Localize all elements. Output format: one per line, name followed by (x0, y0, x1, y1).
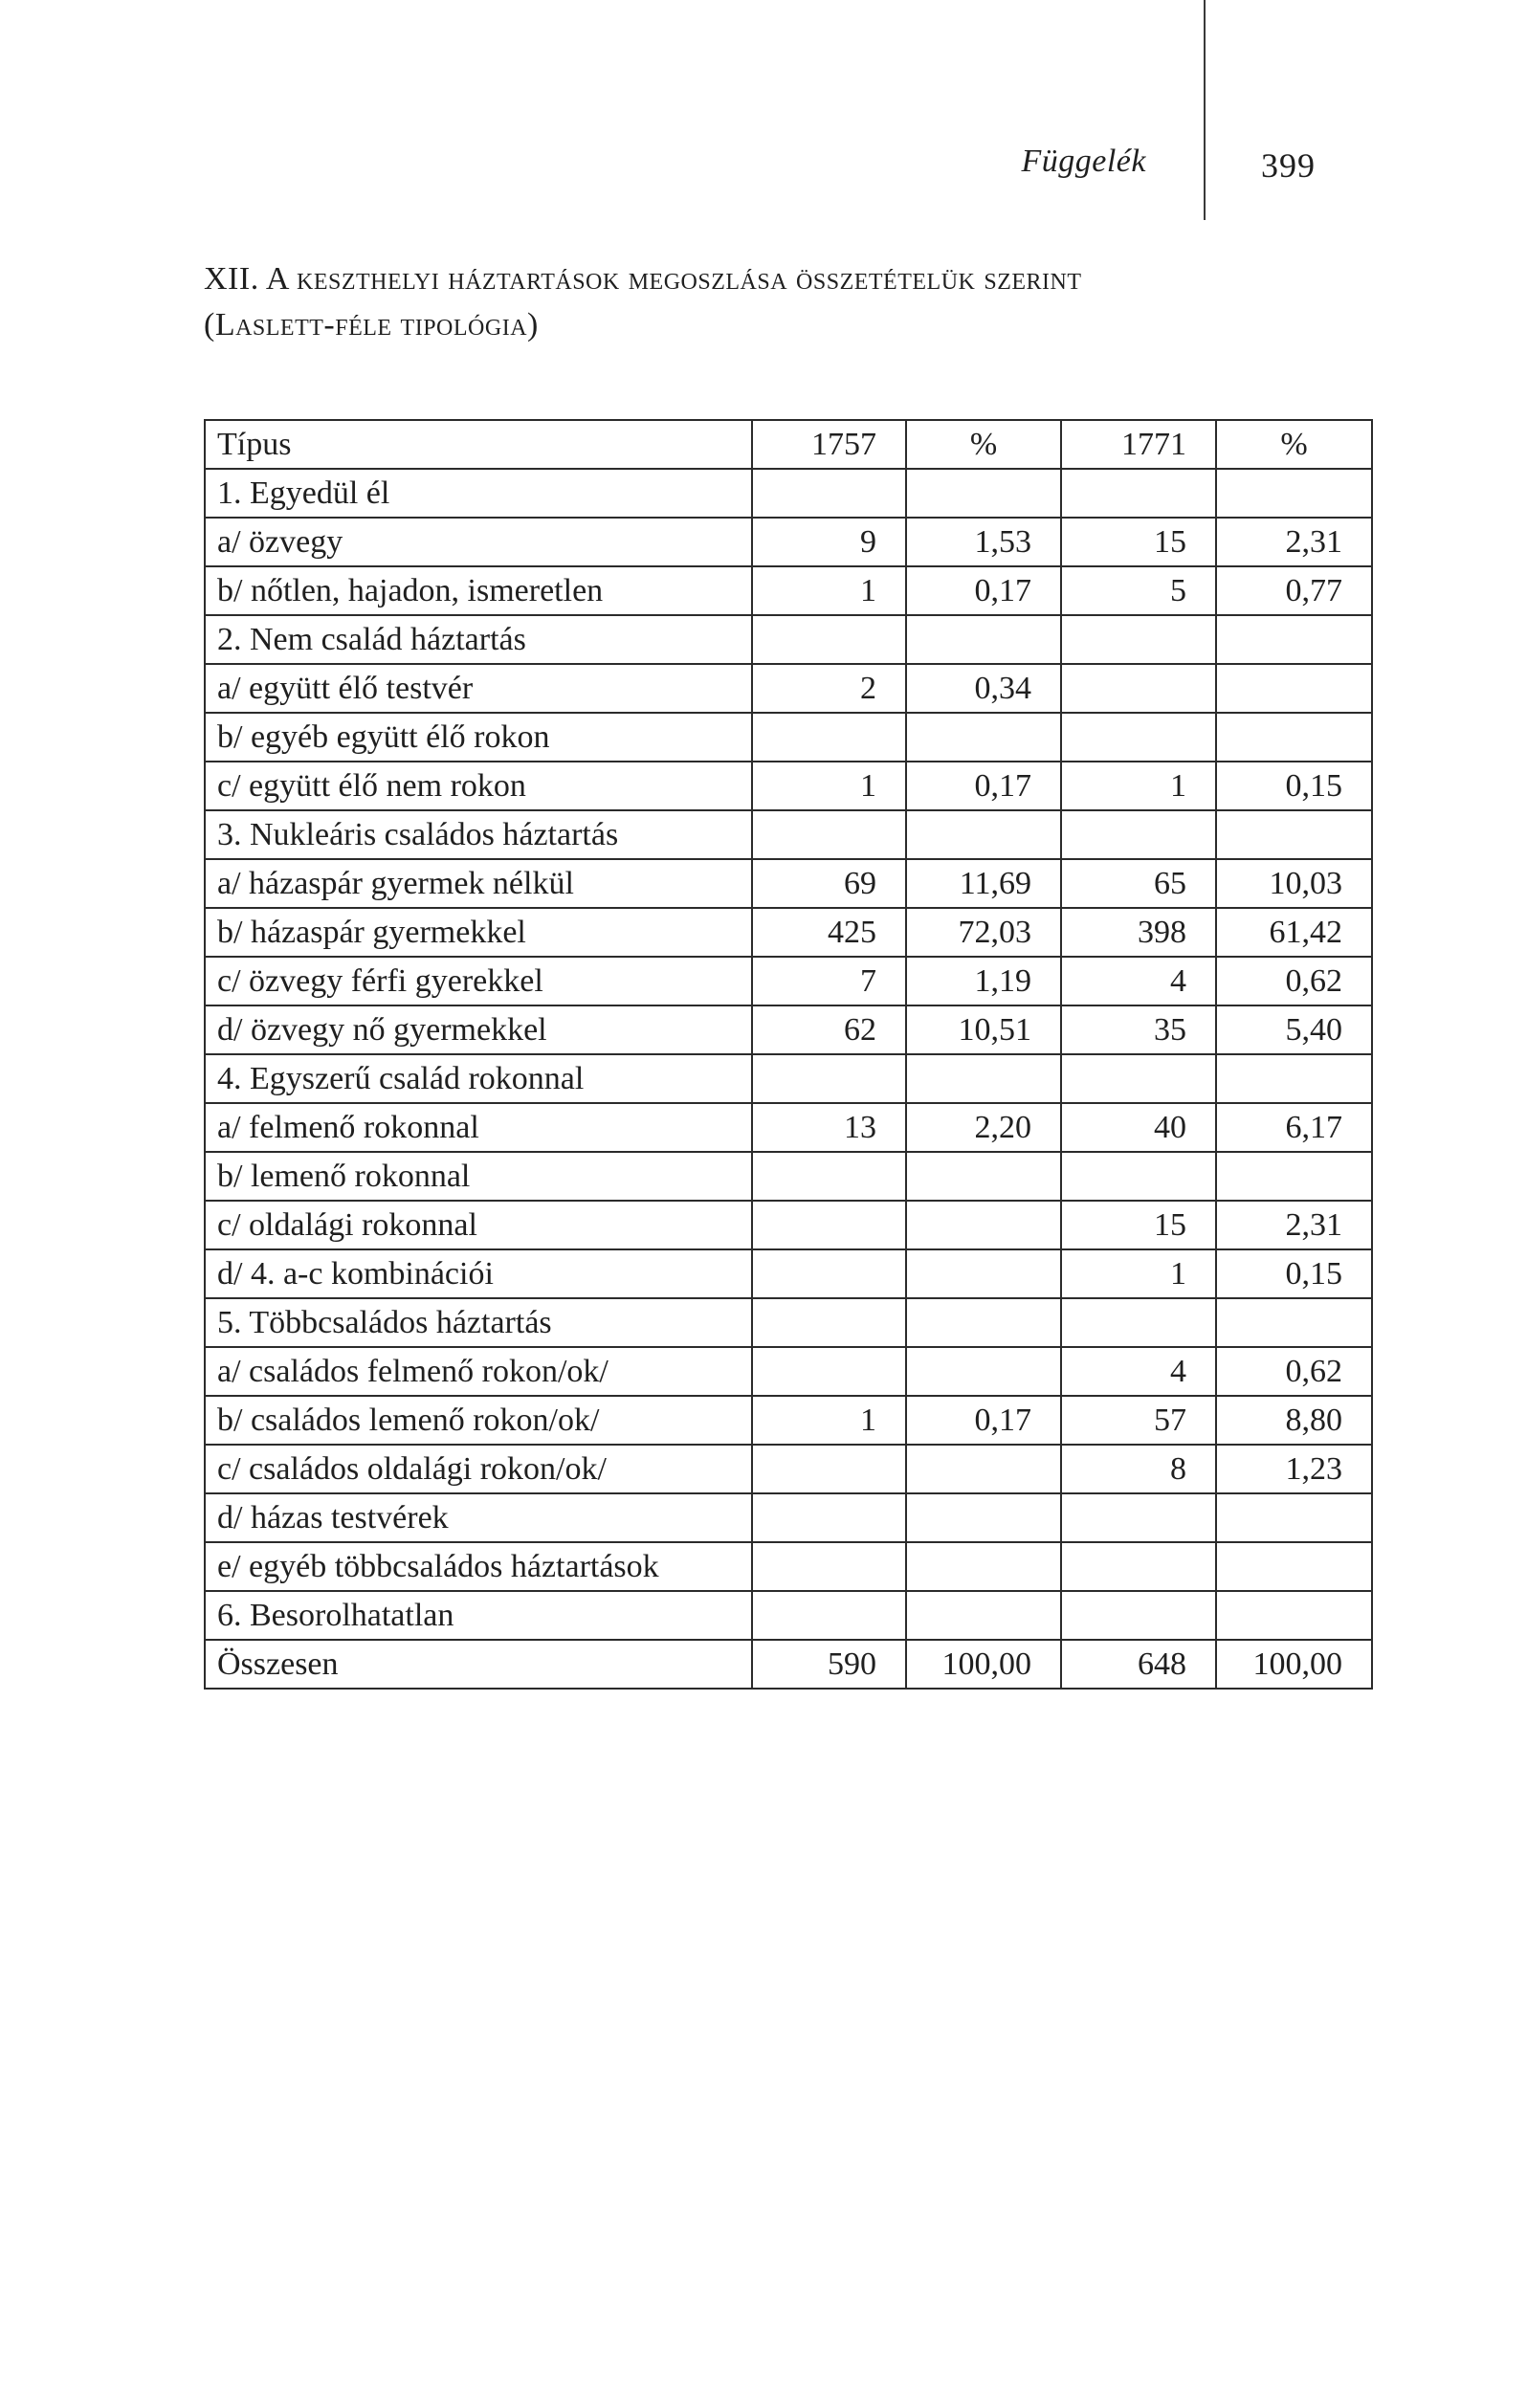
page-number: 399 (1261, 146, 1316, 185)
row-label-cell: a/ felmenő rokonnal (205, 1103, 752, 1152)
row-label-cell: 2. Nem család háztartás (205, 615, 752, 664)
table-header-row (205, 420, 1372, 469)
row-percent-1757-cell (906, 1201, 1061, 1249)
row-label-cell: c/ együtt élő nem rokon (205, 762, 752, 810)
row-percent-1771-cell: 0,62 (1216, 1347, 1372, 1396)
row-percent-1771-cell: 100,00 (1216, 1640, 1372, 1689)
table-row (205, 957, 1372, 1005)
row-percent-1757-cell: 0,17 (906, 762, 1061, 810)
row-count-1757-cell (752, 1445, 906, 1493)
household-table-container (204, 419, 1373, 1690)
header-cell-percent-1757: % (906, 420, 1061, 469)
table-row (205, 1152, 1372, 1201)
row-count-1771-cell (1061, 1542, 1216, 1591)
row-percent-1771-cell: 61,42 (1216, 908, 1372, 957)
row-percent-1757-cell: 2,20 (906, 1103, 1061, 1152)
table-row (205, 469, 1372, 518)
row-count-1771-cell: 1 (1061, 762, 1216, 810)
table-row (205, 664, 1372, 713)
row-count-1771-cell: 57 (1061, 1396, 1216, 1445)
table-title-line-2: (Laslett-féle tipológia) (204, 307, 539, 342)
row-percent-1771-cell (1216, 1152, 1372, 1201)
row-count-1771-cell: 8 (1061, 1445, 1216, 1493)
table-row (205, 615, 1372, 664)
row-count-1757-cell (752, 1249, 906, 1298)
row-count-1757-cell: 69 (752, 859, 906, 908)
row-count-1757-cell (752, 810, 906, 859)
row-percent-1757-cell (906, 469, 1061, 518)
table-row (205, 1054, 1372, 1103)
row-label-cell: d/ özvegy nő gyermekkel (205, 1005, 752, 1054)
row-count-1757-cell (752, 1542, 906, 1591)
row-count-1757-cell: 425 (752, 908, 906, 957)
row-percent-1757-cell: 0,17 (906, 566, 1061, 615)
row-percent-1771-cell: 2,31 (1216, 518, 1372, 566)
table-row (205, 713, 1372, 762)
row-count-1771-cell (1061, 664, 1216, 713)
table-row (205, 859, 1372, 908)
row-percent-1771-cell (1216, 1054, 1372, 1103)
row-percent-1771-cell: 0,77 (1216, 566, 1372, 615)
row-count-1757-cell (752, 713, 906, 762)
row-label-cell: b/ nőtlen, hajadon, ismeretlen (205, 566, 752, 615)
table-title-line-1: XII. A keszthelyi háztartások megoszlása összetételük szerint (204, 261, 1082, 297)
table-row (205, 1542, 1372, 1591)
table-row (205, 1396, 1372, 1445)
row-percent-1757-cell: 10,51 (906, 1005, 1061, 1054)
row-percent-1771-cell: 0,15 (1216, 762, 1372, 810)
row-count-1771-cell: 398 (1061, 908, 1216, 957)
table-row (205, 810, 1372, 859)
row-label-cell: c/ oldalági rokonnal (205, 1201, 752, 1249)
row-count-1757-cell: 590 (752, 1640, 906, 1689)
row-percent-1757-cell (906, 1249, 1061, 1298)
row-count-1771-cell: 65 (1061, 859, 1216, 908)
row-count-1757-cell: 1 (752, 1396, 906, 1445)
row-label-cell: c/ özvegy férfi gyerekkel (205, 957, 752, 1005)
row-percent-1757-cell: 0,34 (906, 664, 1061, 713)
row-percent-1771-cell (1216, 1493, 1372, 1542)
row-percent-1771-cell: 0,15 (1216, 1249, 1372, 1298)
row-count-1771-cell: 40 (1061, 1103, 1216, 1152)
row-count-1771-cell: 5 (1061, 566, 1216, 615)
row-count-1771-cell: 4 (1061, 957, 1216, 1005)
row-percent-1757-cell: 100,00 (906, 1640, 1061, 1689)
table-row (205, 1445, 1372, 1493)
table-row (205, 1493, 1372, 1542)
row-label-cell: e/ egyéb többcsaládos háztartások (205, 1542, 752, 1591)
row-label-cell: b/ családos lemenő rokon/ok/ (205, 1396, 752, 1445)
row-count-1757-cell (752, 615, 906, 664)
row-percent-1757-cell (906, 1054, 1061, 1103)
row-count-1757-cell (752, 1201, 906, 1249)
row-percent-1757-cell (906, 1542, 1061, 1591)
row-percent-1771-cell (1216, 469, 1372, 518)
row-label-cell: a/ együtt élő testvér (205, 664, 752, 713)
row-count-1757-cell (752, 469, 906, 518)
row-count-1771-cell (1061, 1493, 1216, 1542)
row-percent-1771-cell: 10,03 (1216, 859, 1372, 908)
row-count-1771-cell (1061, 469, 1216, 518)
row-count-1757-cell: 7 (752, 957, 906, 1005)
row-count-1771-cell: 4 (1061, 1347, 1216, 1396)
table-row (205, 518, 1372, 566)
row-label-cell: b/ lemenő rokonnal (205, 1152, 752, 1201)
table-row (205, 1640, 1372, 1689)
row-percent-1771-cell (1216, 1542, 1372, 1591)
row-count-1771-cell: 15 (1061, 1201, 1216, 1249)
row-count-1757-cell: 1 (752, 762, 906, 810)
row-label-cell: d/ 4. a-c kombinációi (205, 1249, 752, 1298)
row-percent-1771-cell: 0,62 (1216, 957, 1372, 1005)
table-row (205, 566, 1372, 615)
row-percent-1757-cell (906, 1347, 1061, 1396)
row-percent-1771-cell (1216, 1591, 1372, 1640)
row-percent-1771-cell (1216, 810, 1372, 859)
row-count-1757-cell: 62 (752, 1005, 906, 1054)
row-percent-1757-cell (906, 810, 1061, 859)
table-row (205, 1005, 1372, 1054)
row-count-1757-cell: 13 (752, 1103, 906, 1152)
row-count-1771-cell (1061, 1591, 1216, 1640)
header-divider-line (1204, 0, 1206, 220)
row-percent-1757-cell (906, 713, 1061, 762)
row-count-1757-cell (752, 1298, 906, 1347)
row-label-cell: b/ házaspár gyermekkel (205, 908, 752, 957)
row-label-cell: 6. Besorolhatatlan (205, 1591, 752, 1640)
table-row (205, 1201, 1372, 1249)
row-percent-1771-cell (1216, 664, 1372, 713)
row-count-1757-cell (752, 1591, 906, 1640)
row-count-1771-cell (1061, 1152, 1216, 1201)
row-percent-1757-cell: 72,03 (906, 908, 1061, 957)
row-count-1757-cell (752, 1054, 906, 1103)
row-count-1771-cell (1061, 1054, 1216, 1103)
row-percent-1771-cell: 1,23 (1216, 1445, 1372, 1493)
row-label-cell: 4. Egyszerű család rokonnal (205, 1054, 752, 1103)
row-count-1771-cell (1061, 713, 1216, 762)
row-count-1771-cell (1061, 1298, 1216, 1347)
row-percent-1771-cell: 8,80 (1216, 1396, 1372, 1445)
row-count-1771-cell: 35 (1061, 1005, 1216, 1054)
table-row (205, 1103, 1372, 1152)
row-percent-1757-cell (906, 1445, 1061, 1493)
row-percent-1771-cell: 6,17 (1216, 1103, 1372, 1152)
row-percent-1757-cell: 1,53 (906, 518, 1061, 566)
row-count-1757-cell (752, 1347, 906, 1396)
table-row (205, 908, 1372, 957)
row-count-1771-cell: 648 (1061, 1640, 1216, 1689)
header-cell-1757: 1757 (752, 420, 906, 469)
table-row (205, 762, 1372, 810)
row-count-1757-cell: 9 (752, 518, 906, 566)
row-count-1771-cell (1061, 810, 1216, 859)
row-percent-1757-cell: 1,19 (906, 957, 1061, 1005)
table-row (205, 1249, 1372, 1298)
row-label-cell: a/ családos felmenő rokon/ok/ (205, 1347, 752, 1396)
header-cell-1771: 1771 (1061, 420, 1216, 469)
table-title (204, 256, 1352, 348)
row-percent-1757-cell (906, 1152, 1061, 1201)
row-label-cell: a/ házaspár gyermek nélkül (205, 859, 752, 908)
header-cell-percent-1771: % (1216, 420, 1372, 469)
row-count-1757-cell (752, 1493, 906, 1542)
running-head: Függelék (1021, 144, 1146, 179)
row-label-cell: 1. Egyedül él (205, 469, 752, 518)
row-label-cell: c/ családos oldalági rokon/ok/ (205, 1445, 752, 1493)
table-row (205, 1298, 1372, 1347)
row-percent-1757-cell (906, 1591, 1061, 1640)
row-count-1757-cell: 1 (752, 566, 906, 615)
row-percent-1771-cell (1216, 1298, 1372, 1347)
row-label-cell: d/ házas testvérek (205, 1493, 752, 1542)
row-percent-1771-cell (1216, 713, 1372, 762)
row-label-cell: 5. Többcsaládos háztartás (205, 1298, 752, 1347)
row-percent-1757-cell (906, 615, 1061, 664)
row-percent-1771-cell: 5,40 (1216, 1005, 1372, 1054)
row-percent-1757-cell: 0,17 (906, 1396, 1061, 1445)
row-percent-1757-cell (906, 1493, 1061, 1542)
row-label-cell: a/ özvegy (205, 518, 752, 566)
row-percent-1771-cell (1216, 615, 1372, 664)
row-label-cell: 3. Nukleáris családos háztartás (205, 810, 752, 859)
row-percent-1757-cell: 11,69 (906, 859, 1061, 908)
row-count-1771-cell: 1 (1061, 1249, 1216, 1298)
row-count-1757-cell: 2 (752, 664, 906, 713)
table-row (205, 1591, 1372, 1640)
row-percent-1757-cell (906, 1298, 1061, 1347)
table-row (205, 1347, 1372, 1396)
row-count-1771-cell (1061, 615, 1216, 664)
row-label-cell: b/ egyéb együtt élő rokon (205, 713, 752, 762)
household-table (204, 419, 1373, 1690)
row-count-1757-cell (752, 1152, 906, 1201)
header-cell-type: Típus (205, 420, 752, 469)
row-label-cell: Összesen (205, 1640, 752, 1689)
row-percent-1771-cell: 2,31 (1216, 1201, 1372, 1249)
row-count-1771-cell: 15 (1061, 518, 1216, 566)
